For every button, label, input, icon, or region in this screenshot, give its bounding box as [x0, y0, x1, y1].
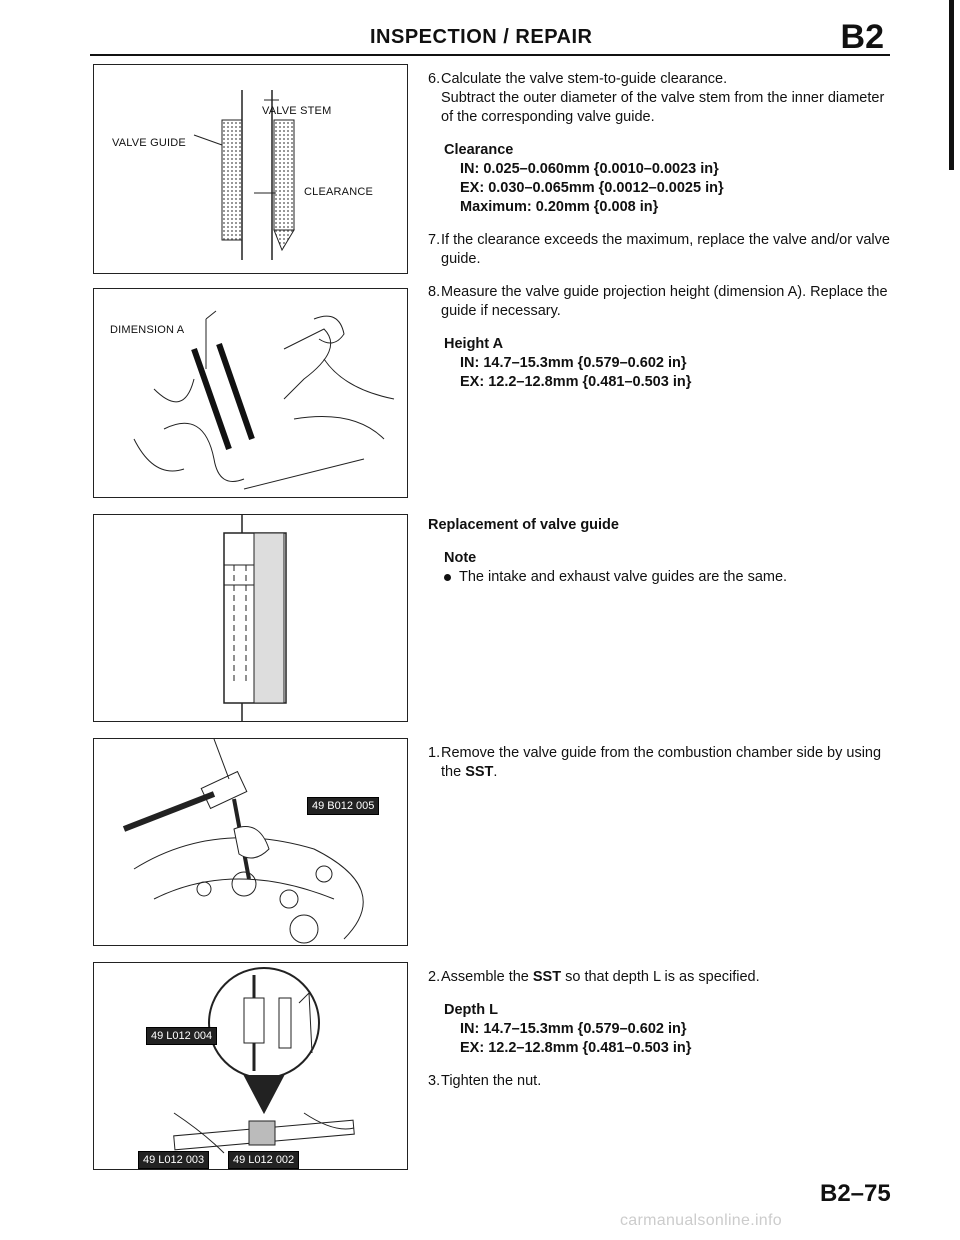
step-number: 7. [428, 232, 441, 248]
watermark: carmanualsonline.info [620, 1212, 782, 1229]
replacement-step-1 [428, 744, 898, 782]
page-header [90, 18, 890, 56]
section-code: B2 [840, 18, 884, 56]
figure-remove-guide [93, 738, 408, 946]
height-spec [444, 335, 898, 392]
cylinder-head-guide-drawing [94, 289, 407, 497]
replacement-section [428, 516, 898, 587]
spec-label: Clearance [444, 142, 514, 158]
page-number: B2–75 [820, 1180, 891, 1207]
sst-keyword: SST [532, 969, 562, 985]
step-text: If the clearance exceeds the maximum, replace the valve and/or valve guide. [441, 232, 890, 267]
step-8 [428, 283, 898, 321]
step-text: Tighten the nut. [441, 1073, 542, 1089]
sst-keyword: SST [465, 764, 494, 780]
sst-label-49b012005: 49 B012 005 [307, 797, 379, 815]
step-number: 2. [428, 969, 441, 985]
replacement-steps-2-3 [428, 968, 898, 1105]
section-title: INSPECTION / REPAIR [370, 26, 593, 48]
callout-valve-stem: VALVE STEM [262, 105, 332, 117]
spec-label: Depth L [444, 1002, 498, 1018]
note-bullet [444, 568, 898, 587]
step-7 [428, 231, 898, 269]
edge-tab-mark [949, 0, 954, 170]
step-text: Measure the valve guide projection height (dimension A). Replace the guide if necessary. [441, 284, 888, 319]
step-text-part: Remove the valve guide from the combustion chamber side by using the [441, 745, 882, 780]
sst-label-49l012004: 49 L012 004 [146, 1027, 217, 1045]
step-text [441, 744, 898, 782]
step-text-part: . [493, 764, 498, 780]
spec-ex: EX: 0.030–0.065mm {0.0012–0.0025 in} [460, 180, 724, 196]
step-number: 6. [428, 71, 441, 87]
sst-label-49l012003: 49 L012 003 [138, 1151, 209, 1169]
figure-assemble-sst [93, 962, 408, 1170]
spec-ex: EX: 12.2–12.8mm {0.481–0.503 in} [460, 374, 692, 390]
sst-label-49l012002: 49 L012 002 [228, 1151, 299, 1169]
spec-in: IN: 14.7–15.3mm {0.579–0.602 in} [460, 355, 687, 371]
hammer-and-head-drawing [94, 739, 407, 945]
bullet-dot-icon [444, 574, 451, 581]
step-6-line1: Calculate the valve stem-to-guide clearance. [441, 71, 728, 87]
step-text [441, 70, 898, 127]
step-6 [428, 70, 898, 127]
spec-ex: EX: 12.2–12.8mm {0.481–0.503 in} [460, 1040, 692, 1056]
sst-assembly-drawing [94, 963, 407, 1169]
valve-guide-drawing [94, 515, 407, 721]
figure-valve-guide-section [93, 514, 408, 722]
callout-dimension-a: DIMENSION A [110, 324, 185, 336]
step-number: 1. [428, 745, 441, 761]
replacement-heading: Replacement of valve guide [428, 517, 619, 533]
step-6-line2: Subtract the outer diameter of the valve stem from the inner diameter of the corresponding valve guide. [441, 90, 885, 125]
step-text-part: Assemble the [441, 969, 533, 985]
replacement-step-3 [428, 1072, 898, 1091]
step-text-part: so that depth L is as specified. [561, 969, 760, 985]
clearance-spec [444, 141, 898, 217]
valve-clearance-drawing [94, 65, 407, 273]
callout-valve-guide: VALVE GUIDE [112, 137, 186, 149]
depth-spec [444, 1001, 898, 1058]
step-text [441, 968, 898, 987]
clearance-instructions [428, 70, 898, 406]
note-text: The intake and exhaust valve guides are the same. [459, 569, 788, 585]
figure-valve-clearance [93, 64, 408, 274]
spec-max: Maximum: 0.20mm {0.008 in} [460, 199, 659, 215]
callout-clearance: CLEARANCE [304, 186, 374, 198]
figure-dimension-a [93, 288, 408, 498]
replacement-step-2 [428, 968, 898, 987]
spec-in: IN: 0.025–0.060mm {0.0010–0.0023 in} [460, 161, 719, 177]
step-number: 8. [428, 284, 441, 300]
spec-label: Height A [444, 336, 504, 352]
step-number: 3. [428, 1073, 441, 1089]
note-label: Note [444, 550, 477, 566]
spec-in: IN: 14.7–15.3mm {0.579–0.602 in} [460, 1021, 687, 1037]
